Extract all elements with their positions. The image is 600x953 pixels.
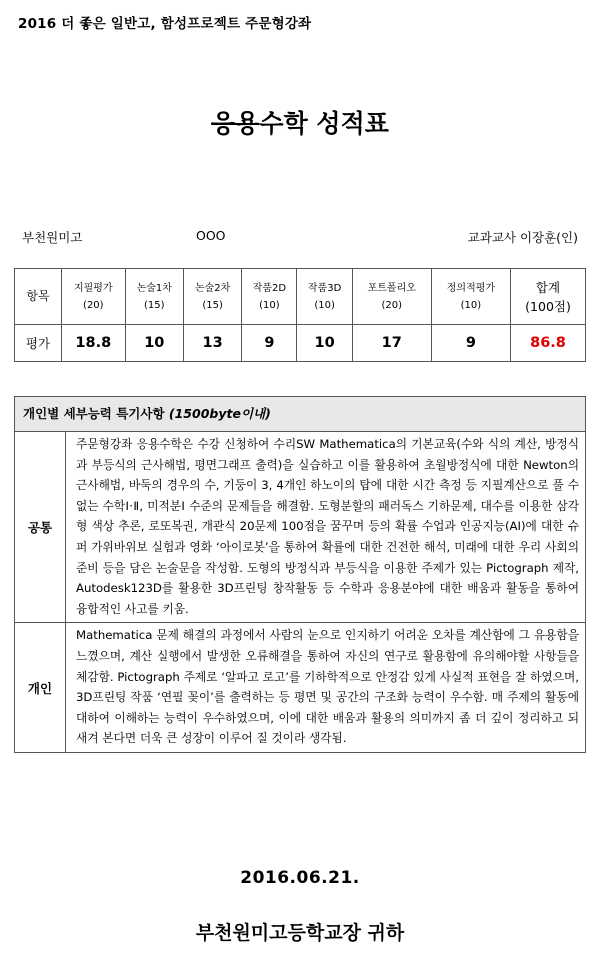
- score-affective: 9: [431, 325, 510, 362]
- score-total: 86.8: [511, 325, 586, 362]
- teacher-name: 교과교사 이장훈(인): [467, 230, 578, 245]
- col-header-portfolio: 포트폴리오 (20): [352, 269, 431, 325]
- skills-heading: [15, 397, 585, 432]
- school-name: 부천원미고: [22, 230, 83, 245]
- eval-label: 평가: [15, 325, 62, 362]
- score-essay1: 10: [125, 325, 183, 362]
- score-work2d: 9: [242, 325, 297, 362]
- individual-label: 개인: [15, 623, 66, 752]
- common-row: [15, 432, 585, 622]
- score-work3d: 10: [297, 325, 352, 362]
- col-header-essay1: 논술1차 (15): [125, 269, 183, 325]
- common-text: 주문형강좌 응용수학은 수강 신청하여 수리SW Mathematica의 기본교육(수와 식의 계산, 방정식과 부등식의 근사해법, 평면그래프 출력)을 실습하고 이를 활용하여 초월방정식에 대한 Newton의 근사해법, 바둑의 경우의 수, 기둥이 3, 4개인 하노이의 탑에 대한 시간 측정 등 지필계산으로 풀 수 없는 수학Ⅰ·Ⅱ, 미적분Ⅰ 수준의 문제들을 해결함. 도형분할의 패러독스 기하문제, 대수를 이용한 삼각형 색상 추론, 로또복권, 개관식 20문제 100점을 꿈꾸며 등의 확률 수업과 인공지능(AI)에 대한 슈퍼 가위바위보 실험과 영화 ‘아이로봇’을 통하여 확률에 대한 건전한 해석, 미래에 대한 우리 사회의 준비 등을 담은 논술문을 작성함. 도형의 방정식과 부등식을 이용한 주제가 있는 Pictograph 제작, Autodesk123D를 활용한 3D프린팅 창작활동 등 수학과 응용분야에 대한 배움과 활동을 통하여 융합적인 사고를 키움.: [76, 437, 579, 616]
- score-header-row: [15, 269, 586, 325]
- col-header-total: 합계 (100점): [511, 269, 586, 325]
- col-header-work2d: 작품2D (10): [242, 269, 297, 325]
- item-label: 항목: [15, 269, 62, 325]
- title-struck-word: 응용: [211, 109, 260, 138]
- col-header-work3d: 작품3D (10): [297, 269, 352, 325]
- skills-heading-text: 개인별 세부능력 특기사항: [23, 406, 165, 421]
- score-essay2: 13: [183, 325, 241, 362]
- page-title: [0, 104, 600, 140]
- recipient-line: 부천원미고등학교장 귀하: [195, 922, 405, 944]
- skills-byte-limit: (1500byte이내): [168, 406, 271, 421]
- student-name: OOO: [196, 228, 226, 243]
- score-portfolio: 17: [352, 325, 431, 362]
- skills-section: [14, 396, 586, 753]
- col-header-written: 지필평가 (20): [62, 269, 126, 325]
- score-table: [14, 268, 586, 362]
- common-label: 공통: [15, 432, 66, 622]
- issue-date: 2016.06.21.: [240, 868, 360, 888]
- score-written: 18.8: [62, 325, 126, 362]
- col-header-affective: 정의적평가 (10): [431, 269, 510, 325]
- individual-text: Mathematica 문제 해결의 과정에서 사람의 눈으로 인지하기 어려운 오차를 계산함에 그 유용함을 느꼈으며, 계산 실행에서 발생한 오류해결을 통하여 자신의 연구로 활용함에 유의해야할 사항들을 체감함. Pictograph 주제로 ‘알파고 로고’를 기하학적으로 안정감 있게 사실적 표현을 잘 하였으며, 3D프린팅 작품 ‘연필 꽂이’를 출력하는 등 평면 및 공간의 구조화 능력이 우수함. 매 주제의 활동에 대하여 이해하는 능력이 우수하였으며, 이에 대한 배움과 활용의 의미까지 좀 더 깊이 정리하고 되새겨 본다면 더욱 큰 성장이 이루어 질 것이라 생각됨.: [76, 628, 579, 746]
- col-header-essay2: 논술2차 (15): [183, 269, 241, 325]
- title-rest: 수학 성적표: [259, 109, 389, 138]
- program-header: 2016 더 좋은 일반고, 함성프로젝트 주문형강좌: [18, 16, 312, 32]
- score-value-row: [15, 325, 586, 362]
- individual-row: [15, 622, 585, 752]
